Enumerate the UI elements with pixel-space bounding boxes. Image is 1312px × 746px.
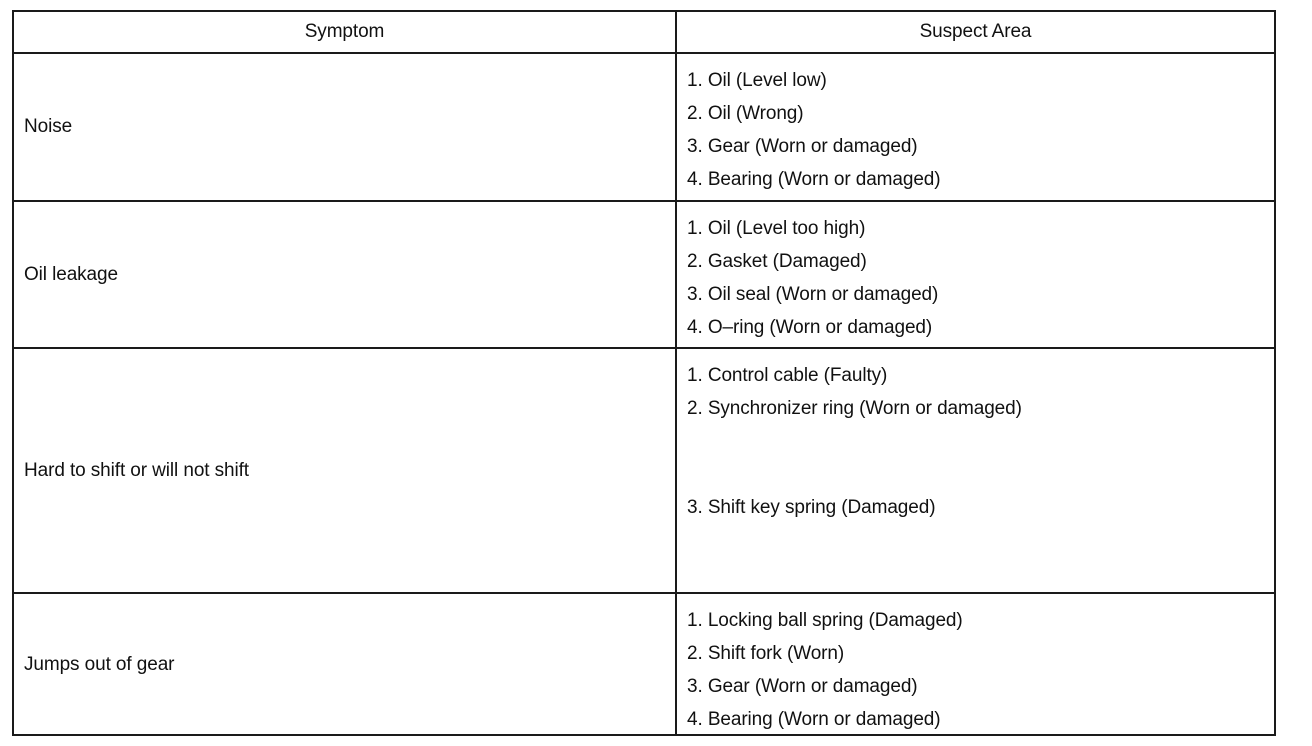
- suspect-item: 1. Oil (Level low): [687, 70, 827, 91]
- blank-space: [687, 425, 1274, 491]
- symptom-cell: Jumps out of gear: [14, 594, 677, 736]
- symptom-cell: Oil leakage: [14, 202, 677, 347]
- suspect-item: 2. Synchronizer ring (Worn or damaged): [687, 398, 1022, 419]
- suspect-item: 4. Bearing (Worn or damaged): [687, 169, 941, 190]
- troubleshooting-table: [12, 10, 1276, 736]
- header-suspect-area: Suspect Area: [919, 21, 1032, 42]
- suspect-item: 2. Oil (Wrong): [687, 103, 804, 124]
- header-symptom: Symptom: [14, 12, 677, 52]
- suspect-item: 1. Control cable (Faulty): [687, 365, 888, 386]
- suspect-item: 3. Gear (Worn or damaged): [687, 136, 918, 157]
- suspect-item: 4. O–ring (Worn or damaged): [687, 317, 933, 338]
- suspect-item: 3. Shift key spring (Damaged): [687, 497, 936, 518]
- suspect-item: 3. Gear (Worn or damaged): [687, 676, 918, 697]
- suspect-item: 2. Gasket (Damaged): [687, 251, 867, 272]
- table-row: [14, 349, 1274, 594]
- table-row: [14, 54, 1274, 202]
- suspect-item: 4. Bearing (Worn or damaged): [687, 709, 941, 730]
- table-header-row: [14, 12, 1274, 54]
- suspect-area-cell: [677, 202, 1274, 347]
- suspect-area-cell: [677, 349, 1274, 592]
- table-row: [14, 594, 1274, 736]
- suspect-area-cell: [677, 54, 1274, 200]
- suspect-item: 1. Locking ball spring (Damaged): [687, 610, 963, 631]
- suspect-item: 1. Oil (Level too high): [687, 218, 866, 239]
- table-row: [14, 202, 1274, 349]
- suspect-item: 2. Shift fork (Worn): [687, 643, 845, 664]
- symptom-cell: Hard to shift or will not shift: [14, 349, 677, 592]
- suspect-area-cell: [677, 594, 1274, 736]
- symptom-cell: Noise: [14, 54, 677, 200]
- suspect-item: 3. Oil seal (Worn or damaged): [687, 284, 939, 305]
